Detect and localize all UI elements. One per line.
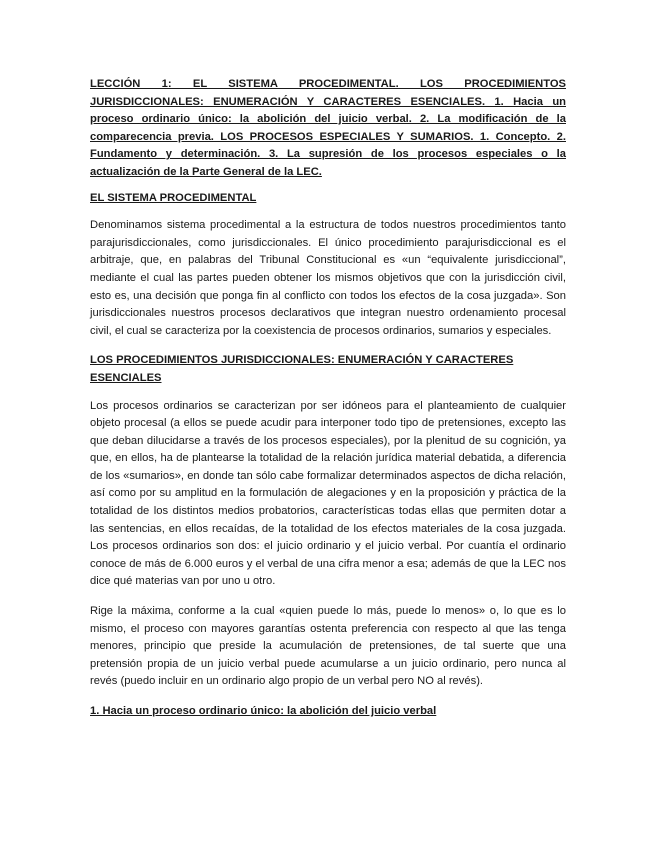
document-page <box>90 76 566 731</box>
paragraph-maxima: Rige la máxima, conforme a la cual «quien puede lo más, puede lo menos» o, lo que es lo mismo, el proceso con mayores garantías ostenta preferencia con respecto al que las tenga menores, principio que preside la acumulación de pretensiones, de tal suerte que una pretensión propia de un juicio verbal puede acumularse a un juicio ordinario, pero nunca al revés (puedo incluir en un ordinario algo propio de un verbal pero NO al revés). <box>90 605 566 688</box>
section-heading-sistema-procedimental: EL SISTEMA PROCEDIMENTAL <box>90 191 257 204</box>
section-heading-procedimientos-jurisdiccionales: LOS PROCEDIMIENTOS JURISDICCIONALES: ENUMERACIÓN Y CARACTERES ESENCIALES <box>90 354 514 384</box>
paragraph-sistema-procedimental: Denominamos sistema procedimental a la estructura de todos nuestros procedimientos tanto parajurisdiccionales, como jurisdiccionales. El único procedimiento parajurisdiccional es el arbitraje, que, en palabras del Tribunal Constitucional es «un “equivalente jurisdiccional”, mediante el cual las partes pueden obtener los mismos objetivos que con la jurisdicción civil, esto es, una decisión que ponga fin al conflicto con todos los efectos de la cosa juzgada». Son jurisdiccionales nuestros procesos declarativos que integran nuestro ordenamiento procesal civil, el cual se caracteriza por la coexistencia de procesos ordinarios, sumarios y especiales. <box>90 219 566 337</box>
paragraph-procesos-ordinarios: Los procesos ordinarios se caracterizan por ser idóneos para el planteamiento de cualquier objeto procesal (a ellos se puede acudir para interponer todo tipo de pretensiones, excepto las que deban dilucidarse a través de los procesos especiales), por la plenitud de su cognición, ya que, en ellos, ha de plantearse la totalidad de la relación jurídica material debatida, a diferencia de los «sumarios», en donde tan sólo cabe formalizar determinados aspectos de dicha relación, así como por su amplitud en la formulación de alegaciones y en la proposición y práctica de la totalidad de los distintos medios probatorios, características todas ellas que permiten dotar a las sentencias, en ellos recaídas, de la totalidad de los efectos materiales de la cosa juzgada. Los procesos ordinarios son dos: el juicio ordinario y el juicio verbal. Por cuantía el ordinario conoce de más de 6.000 euros y el verbal de una cifra menor a esa; además de que la LEC nos dice qué materias van por uno u otro. <box>90 399 566 588</box>
lesson-title: LECCIÓN 1: EL SISTEMA PROCEDIMENTAL. LOS PROCEDIMIENTOS JURISDICCIONALES: ENUMERACIÓN Y CARACTERES ESENCIALES. 1. Hacia un proceso ordinario único: la abolición del juicio verbal. 2. La modificación de la comparecencia previa. LOS PROCESOS ESPECIALES Y SUMARIOS. 1. Concepto. 2. Fundamento y determinación. 3. La supresión de los procesos especiales o la actualización de la Parte General de la LEC. <box>90 78 566 178</box>
section-heading-proceso-ordinario-unico: 1. Hacia un proceso ordinario único: la abolición del juicio verbal <box>90 705 437 717</box>
